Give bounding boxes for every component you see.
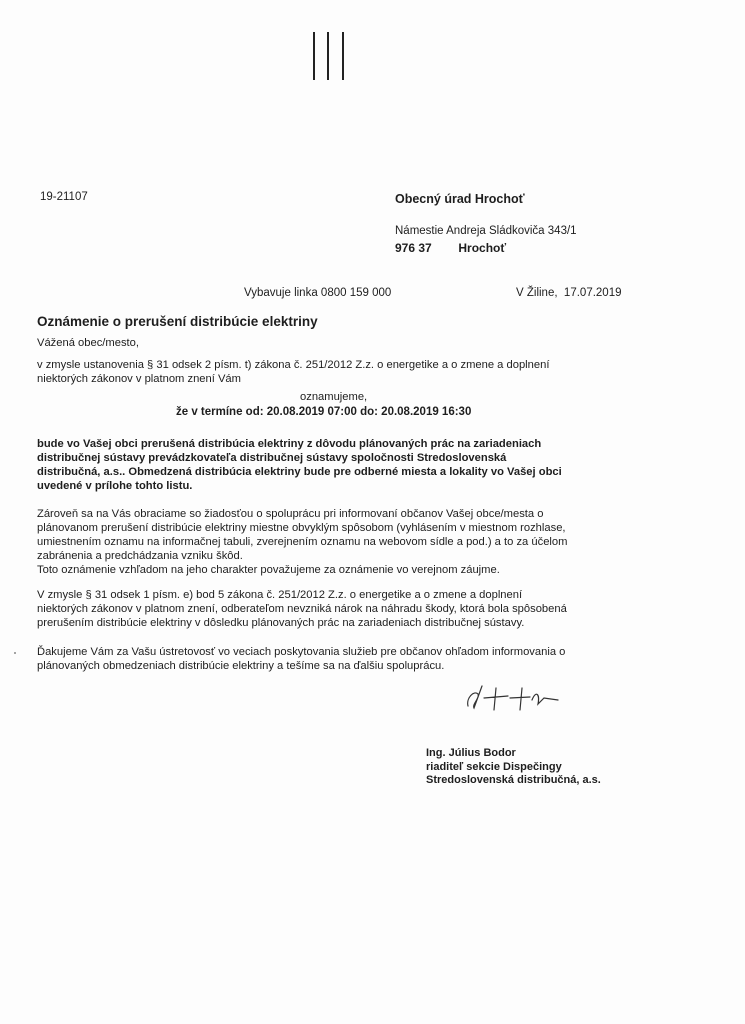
recipient-zip: 976 37 <box>395 240 432 255</box>
barcode-marks <box>313 32 347 80</box>
legal-line: prerušením distribúcie elektriny v dôsledku plánovaných prác na zariadeniach distribučnej sústavy. <box>37 617 525 629</box>
recipient-block <box>395 192 577 255</box>
legal-line: V zmysle § 31 odsek 1 písm. e) bod 5 zákona č. 251/2012 Z.z. o energetike a o zmene a doplnení <box>37 589 523 601</box>
thanks-line: Ďakujeme Vám za Vašu ústretovosť vo veciach poskytovania služieb pre občanov ohľadom informovania o <box>37 646 566 658</box>
outage-line: bude vo Vašej obci prerušená distribúcia elektriny z dôvodu plánovaných prác na zariadeniach <box>37 438 542 450</box>
cooperation-line: umiestnením oznamu na informačnej tabuli, zverejnením oznamu na webovom sídle a pod.) a to za účelom <box>37 536 568 548</box>
signature-block <box>426 747 601 788</box>
thanks-line: plánovaných obmedzeniach distribúcie elektriny a tešíme sa na ďalšiu spoluprácu. <box>37 660 445 672</box>
intro-line: v zmysle ustanovenia § 31 odsek 2 písm. t) zákona č. 251/2012 Z.z. o energetike a o zmene a doplnení <box>37 359 550 371</box>
scan-speck <box>14 652 16 654</box>
outage-line: distribučná, a.s.. Obmedzená distribúcia elektriny bude pre odberné miesta a lokality vo Vašej obci <box>37 466 562 478</box>
salutation: Vážená obec/mesto, <box>37 337 139 349</box>
outage-line: distribučnej sústavy prevádzkovateľa distribučnej sústavy spoločnosti Stredoslovenská <box>37 452 507 464</box>
cooperation-line: plánovanom prerušení distribúcie elektriny miestne obvyklým spôsobom (vyhlásením v miestnom rozhlase, <box>37 522 566 534</box>
recipient-street: Námestie Andreja Sládkoviča 343/1 <box>395 225 577 237</box>
outage-line: uvedené v prílohe tohto listu. <box>37 480 193 492</box>
recipient-name: Obecný úrad Hrochoť <box>395 192 525 206</box>
cooperation-line: zabránenia a predchádzania vzniku škôd. <box>37 550 243 562</box>
cooperation-line: Zároveň sa na Vás obraciame so žiadosťou o spoluprácu pri informovaní občanov Vašej obce/mesta o <box>37 508 544 520</box>
recipient-zip-city <box>395 241 577 255</box>
intro-paragraph <box>37 358 549 386</box>
intro-line: niektorých zákonov v platnom znení Vám <box>37 373 241 385</box>
legal-line: niektorých zákonov v platnom znení, odberateľom nevzniká nárok na náhradu škody, ktorá bola spôsobená <box>37 603 567 615</box>
signatory-role: riaditeľ sekcie Dispečingy <box>426 760 562 773</box>
recipient-city: Hrochoť <box>458 240 507 255</box>
outage-paragraph <box>37 437 562 493</box>
place-date: V Žiline, 17.07.2019 <box>516 287 622 299</box>
announce-text: oznamujeme, <box>300 391 368 403</box>
subject-heading: Oznámenie o prerušení distribúcie elektriny <box>37 314 318 329</box>
term-line: že v termíne od: 20.08.2019 07:00 do: 20.08.2019 16:30 <box>176 406 472 418</box>
legal-paragraph <box>37 588 567 630</box>
handwritten-signature <box>460 680 570 714</box>
cooperation-line: Toto oznámenie vzhľadom na jeho charakter považujeme za oznámenie vo verejnom záujme. <box>37 564 500 576</box>
signatory-company: Stredoslovenská distribučná, a.s. <box>426 774 601 786</box>
cooperation-paragraph <box>37 507 567 577</box>
contact-line: Vybavuje linka 0800 159 000 <box>244 287 392 299</box>
signatory-name: Ing. Július Bodor <box>426 747 516 759</box>
thanks-paragraph <box>37 645 565 673</box>
reference-number: 19-21107 <box>40 191 88 203</box>
